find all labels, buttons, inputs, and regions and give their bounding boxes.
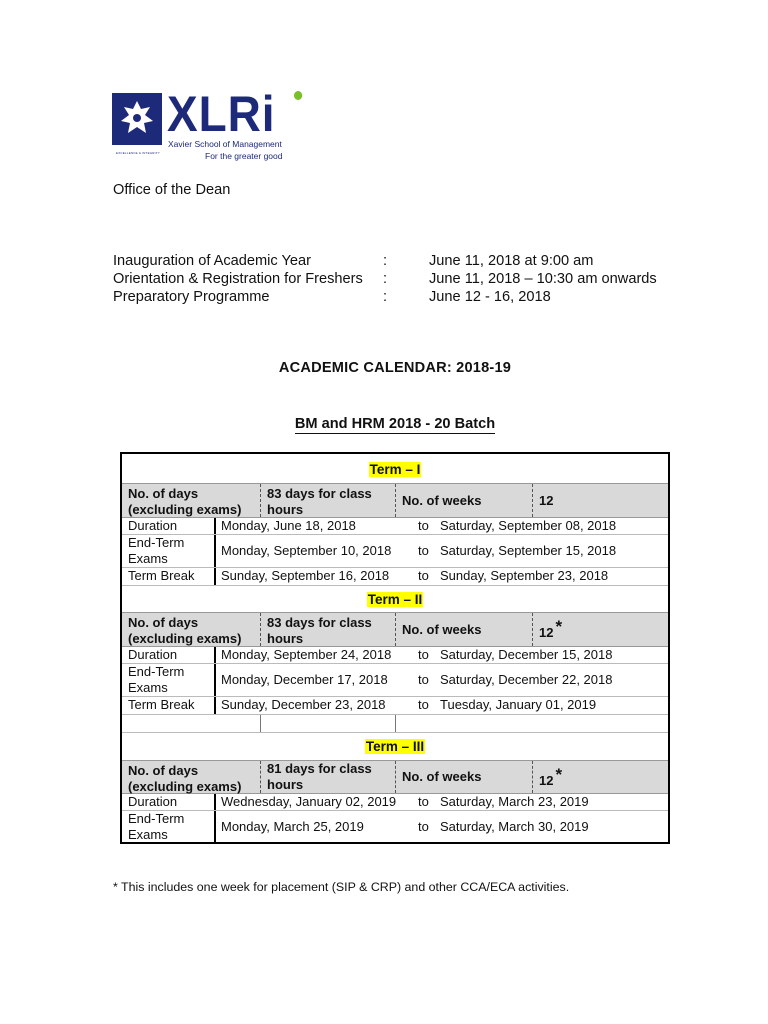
row-label: Term Break bbox=[128, 568, 195, 583]
row-till-date: Saturday, December 15, 2018 bbox=[440, 647, 613, 662]
days-value: 83 days for class hours bbox=[267, 615, 372, 646]
weeks-label-cell bbox=[396, 761, 532, 793]
weeks-value-cell bbox=[532, 613, 668, 646]
spacer-cell bbox=[260, 715, 396, 732]
term-date-row bbox=[122, 664, 668, 697]
weeks-label-cell bbox=[396, 484, 532, 517]
days-label: No. of days (excluding exams) bbox=[128, 615, 242, 646]
logo-dot-icon bbox=[294, 91, 302, 100]
days-value-cell bbox=[260, 484, 396, 517]
footnote: * This includes one week for placement (SIP & CRP) and other CCA/ECA activities. bbox=[113, 880, 570, 894]
row-to: to bbox=[418, 543, 429, 558]
logo-wordmark: XLRi bbox=[167, 89, 275, 139]
row-to: to bbox=[418, 647, 429, 662]
weeks-value-wrap bbox=[539, 765, 563, 789]
row-from-date: Sunday, December 23, 2018 bbox=[221, 697, 386, 712]
row-to: to bbox=[418, 697, 429, 712]
row-label: End-Term Exams bbox=[128, 811, 185, 842]
days-value: 81 days for class hours bbox=[267, 761, 372, 792]
row-till-date: Saturday, March 30, 2019 bbox=[440, 819, 589, 834]
footnote-star: * bbox=[555, 617, 563, 636]
batch-title-text: BM and HRM 2018 - 20 Batch bbox=[294, 416, 496, 432]
weeks-label: No. of weeks bbox=[402, 769, 482, 784]
row-from-date: Monday, June 18, 2018 bbox=[221, 518, 356, 533]
days-value-cell bbox=[260, 761, 396, 793]
row-to: to bbox=[418, 794, 429, 809]
spacer-row bbox=[122, 714, 668, 732]
term-summary-row bbox=[122, 483, 668, 518]
days-label-cell bbox=[122, 613, 260, 646]
logo-tagline: For the greater good bbox=[205, 151, 283, 161]
row-till-date: Saturday, March 23, 2019 bbox=[440, 794, 589, 809]
xlri-logo bbox=[112, 86, 283, 165]
batch-title bbox=[0, 416, 768, 432]
info-label: Orientation & Registration for Freshers bbox=[113, 271, 363, 287]
days-value-cell bbox=[260, 613, 396, 646]
term-date-row bbox=[122, 535, 668, 568]
weeks-value: 12 bbox=[539, 625, 554, 640]
logo-school-name: Xavier School of Management bbox=[168, 139, 282, 149]
info-label: Inauguration of Academic Year bbox=[113, 253, 311, 269]
row-label: Duration bbox=[128, 794, 178, 809]
weeks-label: No. of weeks bbox=[402, 493, 482, 508]
row-till-date: Saturday, September 15, 2018 bbox=[440, 543, 617, 558]
row-label: End-Term Exams bbox=[128, 535, 185, 566]
days-value: 83 days for class hours bbox=[267, 486, 372, 517]
row-from-date: Sunday, September 16, 2018 bbox=[221, 568, 390, 583]
column-divider bbox=[214, 811, 216, 844]
info-value: June 12 - 16, 2018 bbox=[429, 289, 551, 305]
info-colon: : bbox=[383, 289, 388, 305]
weeks-value: 12 bbox=[539, 773, 554, 788]
info-value: June 11, 2018 at 9:00 am bbox=[429, 253, 594, 269]
row-till-date: Saturday, September 08, 2018 bbox=[440, 518, 617, 533]
row-from-date: Monday, September 24, 2018 bbox=[221, 647, 392, 662]
days-label-cell bbox=[122, 484, 260, 517]
row-label: Term Break bbox=[128, 697, 195, 712]
info-row bbox=[113, 288, 673, 306]
emblem-caption: EXCELLENCE & INTEGRITY bbox=[116, 151, 160, 155]
term-title: Term – II bbox=[367, 592, 423, 607]
column-divider bbox=[214, 535, 216, 567]
term-date-row bbox=[122, 647, 668, 664]
term-header bbox=[122, 585, 668, 612]
info-row bbox=[113, 270, 673, 288]
office-heading: Office of the Dean bbox=[113, 182, 231, 198]
term-date-row bbox=[122, 568, 668, 585]
term-date-row bbox=[122, 811, 668, 844]
info-label: Preparatory Programme bbox=[113, 289, 270, 305]
row-till-date: Tuesday, January 01, 2019 bbox=[440, 697, 597, 712]
term-title: Term – III bbox=[365, 739, 425, 754]
row-from-date: Monday, December 17, 2018 bbox=[221, 672, 388, 687]
column-divider bbox=[214, 518, 216, 534]
weeks-value-wrap bbox=[539, 617, 563, 641]
days-label-cell bbox=[122, 761, 260, 793]
info-colon: : bbox=[383, 271, 388, 287]
term-date-row bbox=[122, 518, 668, 535]
info-colon: : bbox=[383, 253, 388, 269]
column-divider bbox=[214, 664, 216, 696]
term-summary-row bbox=[122, 612, 668, 647]
column-divider bbox=[214, 794, 216, 810]
row-to: to bbox=[418, 568, 429, 583]
row-till-date: Sunday, September 23, 2018 bbox=[440, 568, 609, 583]
row-label: Duration bbox=[128, 518, 178, 533]
column-divider bbox=[214, 647, 216, 663]
row-label: Duration bbox=[128, 647, 178, 662]
column-divider bbox=[214, 568, 216, 585]
row-from-date: Wednesday, January 02, 2019 bbox=[221, 794, 397, 809]
row-till-date: Saturday, December 22, 2018 bbox=[440, 672, 613, 687]
row-to: to bbox=[418, 518, 429, 533]
footnote-star: * bbox=[555, 765, 563, 784]
term-title: Term – I bbox=[369, 462, 421, 477]
weeks-label-cell bbox=[396, 613, 532, 646]
days-label: No. of days (excluding exams) bbox=[128, 486, 242, 517]
weeks-value: 12 bbox=[539, 493, 554, 508]
row-to: to bbox=[418, 819, 429, 834]
info-value: June 11, 2018 – 10:30 am onwards bbox=[429, 271, 657, 287]
xlri-emblem-icon bbox=[112, 93, 162, 153]
term-date-row bbox=[122, 697, 668, 714]
row-label: End-Term Exams bbox=[128, 664, 185, 695]
column-divider bbox=[214, 697, 216, 714]
weeks-value-cell bbox=[532, 484, 668, 517]
weeks-label: No. of weeks bbox=[402, 622, 482, 637]
term-header bbox=[122, 457, 668, 483]
calendar-table bbox=[120, 452, 670, 844]
weeks-value-cell bbox=[532, 761, 668, 793]
row-to: to bbox=[418, 672, 429, 687]
days-label: No. of days (excluding exams) bbox=[128, 763, 242, 794]
term-header bbox=[122, 732, 668, 760]
row-from-date: Monday, March 25, 2019 bbox=[221, 819, 364, 834]
term-date-row bbox=[122, 794, 668, 811]
info-row bbox=[113, 252, 673, 270]
calendar-title: ACADEMIC CALENDAR: 2018-19 bbox=[278, 360, 512, 376]
row-from-date: Monday, September 10, 2018 bbox=[221, 543, 392, 558]
term-summary-row bbox=[122, 760, 668, 794]
